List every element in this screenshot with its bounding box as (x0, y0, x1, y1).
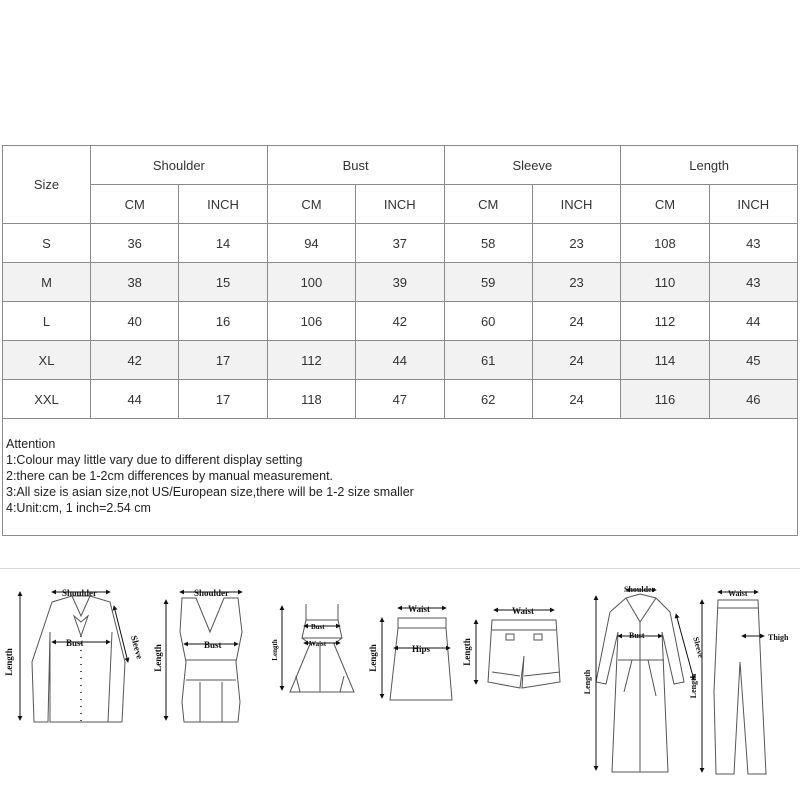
table-cell: 59 (444, 263, 532, 302)
label-hips: Hips (412, 644, 431, 654)
table-cell: 46 (709, 380, 797, 419)
table-cell: 17 (179, 341, 267, 380)
table-cell: 42 (91, 341, 179, 380)
unit-header: CM (267, 185, 355, 224)
blouse-diagram (20, 592, 128, 722)
note-line: 3:All size is asian size,not US/European size,there will be 1-2 size smaller (6, 485, 414, 499)
label-bust: Bust (66, 638, 84, 648)
table-cell: 62 (444, 380, 532, 419)
label-waist: Waist (408, 604, 431, 614)
label-sleeve: Sleeve (128, 634, 145, 661)
table-cell: 23 (532, 224, 620, 263)
label-length: Length (4, 648, 14, 676)
note-line: 2:there can be 1-2cm differences by manual measurement. (6, 469, 334, 483)
label-length: Length (689, 673, 698, 699)
label-length: Length (462, 638, 472, 666)
section-divider (0, 568, 800, 569)
table-cell: 24 (532, 302, 620, 341)
vest-diagram (166, 592, 242, 722)
label-bust: Bust (629, 631, 645, 640)
attention-notes (2, 418, 798, 536)
table-cell: 58 (444, 224, 532, 263)
unit-header: INCH (356, 185, 444, 224)
table-row (3, 224, 798, 263)
size-cell: M (3, 263, 91, 302)
table-cell: 36 (91, 224, 179, 263)
label-waist: Waist (309, 640, 327, 648)
table-cell: 38 (91, 263, 179, 302)
table-cell: 47 (356, 380, 444, 419)
size-chart-table (2, 145, 798, 419)
label-length: Length (368, 644, 378, 672)
table-row (3, 302, 798, 341)
size-cell: L (3, 302, 91, 341)
table-cell: 43 (709, 224, 797, 263)
unit-header: INCH (179, 185, 267, 224)
size-cell: XL (3, 341, 91, 380)
table-cell: 61 (444, 341, 532, 380)
table-cell: 44 (356, 341, 444, 380)
pants-diagram (702, 592, 766, 774)
table-cell: 17 (179, 380, 267, 419)
group-header-sleeve: Sleeve (444, 146, 621, 185)
skirt-diagram (382, 608, 452, 700)
label-bust: Bust (204, 640, 222, 650)
table-cell: 116 (621, 380, 709, 419)
notes-title: Attention (6, 437, 56, 451)
unit-header: CM (91, 185, 179, 224)
table-cell: 45 (709, 341, 797, 380)
table-cell: 16 (179, 302, 267, 341)
group-header-length: Length (621, 146, 798, 185)
table-cell: 118 (267, 380, 355, 419)
label-shoulder: Shoulder (62, 588, 98, 598)
table-cell: 39 (356, 263, 444, 302)
table-cell: 37 (356, 224, 444, 263)
label-bust: Bust (311, 623, 325, 631)
label-sleeve: Sleeve (691, 635, 706, 659)
table-cell: 94 (267, 224, 355, 263)
label-length: Length (271, 639, 279, 661)
note-line: 4:Unit:cm, 1 inch=2.54 cm (6, 501, 151, 515)
label-shoulder: Shoulder (194, 588, 230, 598)
dress-diagram (282, 604, 354, 692)
measurement-diagrams (0, 572, 800, 800)
table-row (3, 341, 798, 380)
unit-header-row (3, 185, 798, 224)
label-shoulder: Shoulder (624, 585, 656, 594)
group-header-shoulder: Shoulder (91, 146, 268, 185)
table-cell: 40 (91, 302, 179, 341)
group-header-bust: Bust (267, 146, 444, 185)
table-row (3, 380, 798, 419)
group-header-row (3, 146, 798, 185)
shorts-diagram (476, 610, 560, 688)
table-cell: 44 (709, 302, 797, 341)
unit-header: CM (621, 185, 709, 224)
table-cell: 23 (532, 263, 620, 302)
unit-header: INCH (709, 185, 797, 224)
coat-diagram (596, 590, 694, 772)
measurement-diagrams-svg (0, 572, 800, 800)
table-cell: 24 (532, 380, 620, 419)
unit-header: CM (444, 185, 532, 224)
table-cell: 60 (444, 302, 532, 341)
table-cell: 15 (179, 263, 267, 302)
table-cell: 42 (356, 302, 444, 341)
size-header: Size (3, 146, 91, 224)
table-cell: 14 (179, 224, 267, 263)
label-waist: Waist (728, 589, 748, 598)
table-cell: 112 (621, 302, 709, 341)
size-cell: S (3, 224, 91, 263)
table-cell: 24 (532, 341, 620, 380)
unit-header: INCH (532, 185, 620, 224)
table-row (3, 263, 798, 302)
table-cell: 108 (621, 224, 709, 263)
table-cell: 44 (91, 380, 179, 419)
note-line: 1:Colour may little vary due to different display setting (6, 453, 303, 467)
table-cell: 43 (709, 263, 797, 302)
label-length: Length (153, 644, 163, 672)
label-waist: Waist (512, 606, 535, 616)
label-thigh: Thigh (768, 633, 789, 642)
table-cell: 110 (621, 263, 709, 302)
table-cell: 114 (621, 341, 709, 380)
label-length: Length (583, 669, 592, 695)
table-cell: 100 (267, 263, 355, 302)
size-cell: XXL (3, 380, 91, 419)
table-cell: 112 (267, 341, 355, 380)
table-cell: 106 (267, 302, 355, 341)
